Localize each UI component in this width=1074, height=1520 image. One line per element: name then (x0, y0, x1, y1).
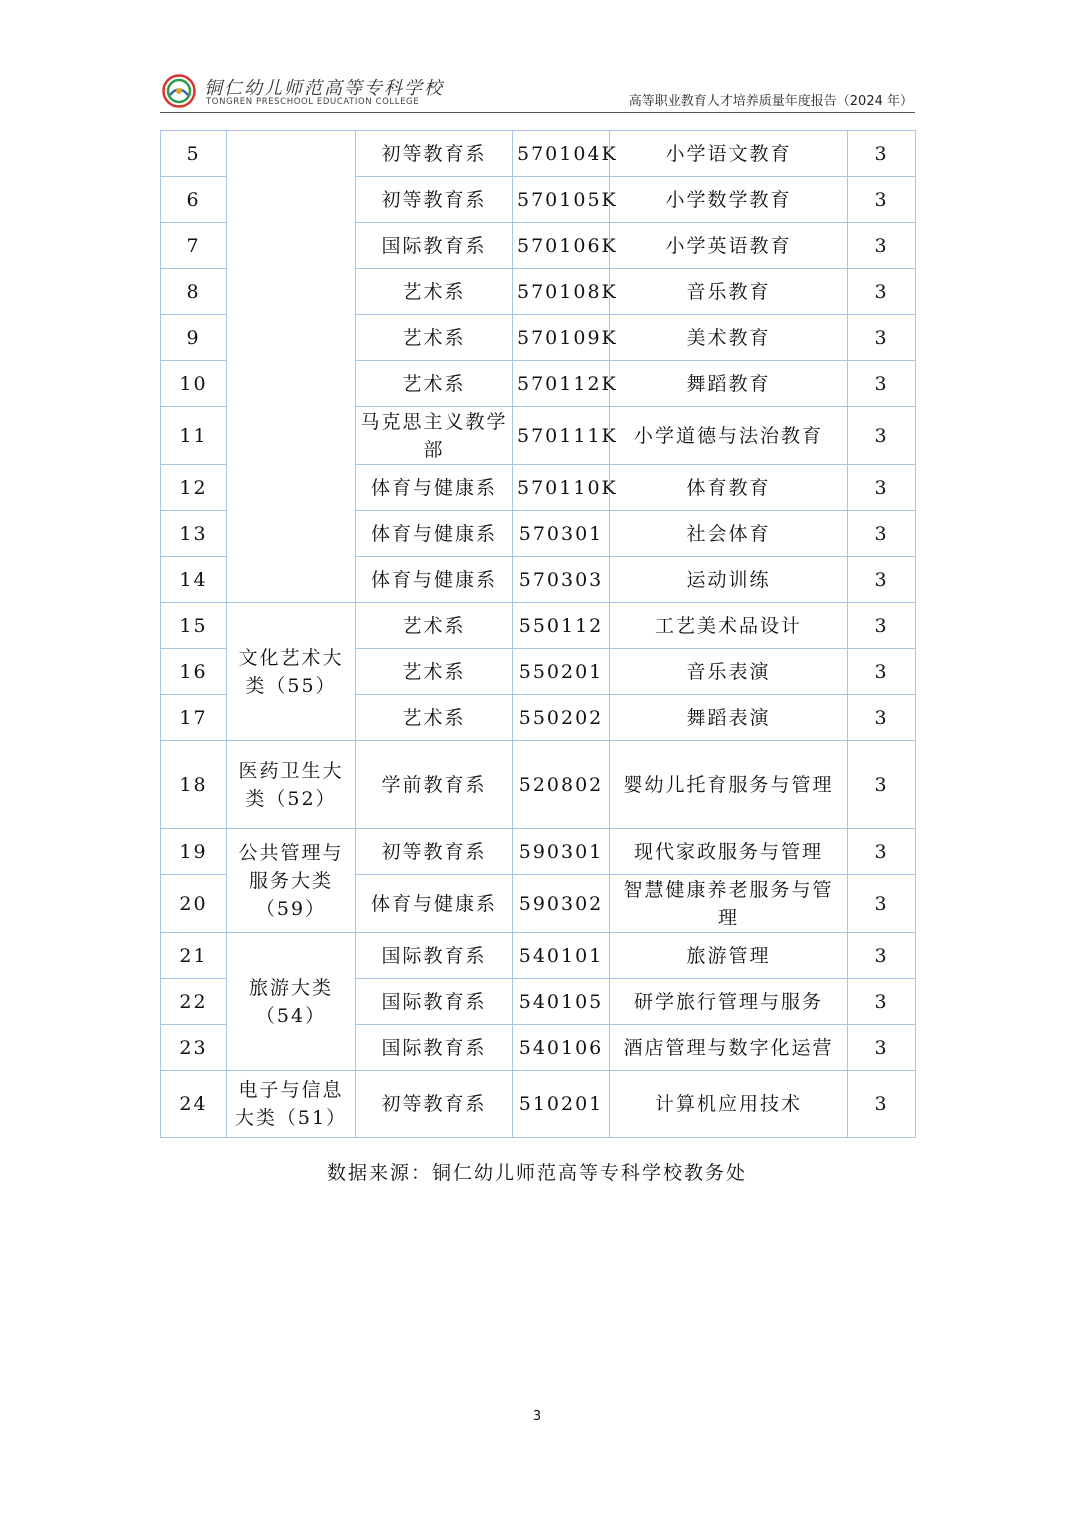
school-name-cn: 铜仁幼儿师范高等专科学校 (204, 78, 444, 99)
years-cell: 3 (848, 741, 916, 829)
department-cell: 马克思主义教学部 (356, 407, 513, 465)
category-cell: 医药卫生大类（52） (227, 741, 356, 829)
row-number: 22 (161, 979, 227, 1025)
department-cell: 初等教育系 (356, 177, 513, 223)
school-name-en: TONGREN PRESCHOOL EDUCATION COLLEGE (206, 97, 420, 107)
row-number: 9 (161, 315, 227, 361)
department-cell: 艺术系 (356, 269, 513, 315)
department-cell: 体育与健康系 (356, 875, 513, 933)
row-number: 6 (161, 177, 227, 223)
table-row (161, 131, 916, 177)
row-number: 13 (161, 511, 227, 557)
row-number: 8 (161, 269, 227, 315)
category-cell: 旅游大类（54） (227, 933, 356, 1071)
row-number: 7 (161, 223, 227, 269)
major-cell: 音乐教育 (610, 269, 848, 315)
department-cell: 艺术系 (356, 361, 513, 407)
major-cell: 舞蹈教育 (610, 361, 848, 407)
major-cell: 社会体育 (610, 511, 848, 557)
years-cell: 3 (848, 1071, 916, 1138)
majors-table (160, 130, 916, 1138)
department-cell: 国际教育系 (356, 223, 513, 269)
row-number: 21 (161, 933, 227, 979)
major-cell: 舞蹈表演 (610, 695, 848, 741)
years-cell: 3 (848, 315, 916, 361)
department-cell: 体育与健康系 (356, 557, 513, 603)
report-title: 高等职业教育人才培养质量年度报告（2024 年） (628, 94, 913, 109)
years-cell: 3 (848, 361, 916, 407)
row-number: 17 (161, 695, 227, 741)
years-cell: 3 (848, 875, 916, 933)
major-cell: 体育教育 (610, 465, 848, 511)
major-cell: 小学数学教育 (610, 177, 848, 223)
years-cell: 3 (848, 933, 916, 979)
years-cell: 3 (848, 1025, 916, 1071)
major-cell: 美术教育 (610, 315, 848, 361)
table-row (161, 933, 916, 979)
years-cell: 3 (848, 979, 916, 1025)
data-source-note: 数据来源：铜仁幼儿师范高等专科学校教务处 (326, 1162, 747, 1184)
table-row (161, 829, 916, 875)
department-cell: 国际教育系 (356, 979, 513, 1025)
department-cell: 学前教育系 (356, 741, 513, 829)
row-number: 19 (161, 829, 227, 875)
department-cell: 国际教育系 (356, 933, 513, 979)
major-cell: 小学英语教育 (610, 223, 848, 269)
row-number: 15 (161, 603, 227, 649)
code-cell: 570109K (513, 315, 610, 361)
major-cell: 研学旅行管理与服务 (610, 979, 848, 1025)
row-number: 5 (161, 131, 227, 177)
years-cell: 3 (848, 407, 916, 465)
years-cell: 3 (848, 465, 916, 511)
row-number: 10 (161, 361, 227, 407)
code-cell: 590301 (513, 829, 610, 875)
major-cell: 旅游管理 (610, 933, 848, 979)
years-cell: 3 (848, 829, 916, 875)
major-cell: 酒店管理与数字化运营 (610, 1025, 848, 1071)
code-cell: 590302 (513, 875, 610, 933)
category-cell: 电子与信息大类（51） (227, 1071, 356, 1138)
code-cell: 550202 (513, 695, 610, 741)
code-cell: 540101 (513, 933, 610, 979)
major-cell: 小学语文教育 (610, 131, 848, 177)
department-cell: 体育与健康系 (356, 511, 513, 557)
department-cell: 初等教育系 (356, 1071, 513, 1138)
years-cell: 3 (848, 649, 916, 695)
major-cell: 现代家政服务与管理 (610, 829, 848, 875)
category-cell: 文化艺术大类（55） (227, 603, 356, 741)
years-cell: 3 (848, 557, 916, 603)
row-number: 14 (161, 557, 227, 603)
department-cell: 艺术系 (356, 695, 513, 741)
years-cell: 3 (848, 269, 916, 315)
category-cell: 公共管理与服务大类（59） (227, 829, 356, 933)
code-cell: 550201 (513, 649, 610, 695)
department-cell: 初等教育系 (356, 829, 513, 875)
code-cell: 570105K (513, 177, 610, 223)
row-number: 16 (161, 649, 227, 695)
department-cell: 艺术系 (356, 315, 513, 361)
code-cell: 570301 (513, 511, 610, 557)
code-cell: 540105 (513, 979, 610, 1025)
department-cell: 国际教育系 (356, 1025, 513, 1071)
page-number: 3 (532, 1409, 542, 1424)
code-cell: 540106 (513, 1025, 610, 1071)
code-cell: 570111K (513, 407, 610, 465)
row-number: 11 (161, 407, 227, 465)
school-logo-icon (162, 74, 196, 108)
code-cell: 570106K (513, 223, 610, 269)
major-cell: 智慧健康养老服务与管理 (610, 875, 848, 933)
years-cell: 3 (848, 223, 916, 269)
years-cell: 3 (848, 695, 916, 741)
code-cell: 570112K (513, 361, 610, 407)
code-cell: 570110K (513, 465, 610, 511)
major-cell: 运动训练 (610, 557, 848, 603)
row-number: 23 (161, 1025, 227, 1071)
table-row (161, 603, 916, 649)
major-cell: 工艺美术品设计 (610, 603, 848, 649)
code-cell: 520802 (513, 741, 610, 829)
major-cell: 小学道德与法治教育 (610, 407, 848, 465)
code-cell: 570104K (513, 131, 610, 177)
table-row (161, 1071, 916, 1138)
row-number: 20 (161, 875, 227, 933)
page-header (160, 70, 915, 113)
code-cell: 510201 (513, 1071, 610, 1138)
major-cell: 计算机应用技术 (610, 1071, 848, 1138)
category-cell (227, 131, 356, 603)
major-cell: 音乐表演 (610, 649, 848, 695)
code-cell: 570303 (513, 557, 610, 603)
department-cell: 初等教育系 (356, 131, 513, 177)
years-cell: 3 (848, 603, 916, 649)
code-cell: 550112 (513, 603, 610, 649)
table-row (161, 741, 916, 829)
code-cell: 570108K (513, 269, 610, 315)
row-number: 18 (161, 741, 227, 829)
major-cell: 婴幼儿托育服务与管理 (610, 741, 848, 829)
department-cell: 体育与健康系 (356, 465, 513, 511)
years-cell: 3 (848, 511, 916, 557)
department-cell: 艺术系 (356, 603, 513, 649)
years-cell: 3 (848, 131, 916, 177)
years-cell: 3 (848, 177, 916, 223)
row-number: 24 (161, 1071, 227, 1138)
row-number: 12 (161, 465, 227, 511)
department-cell: 艺术系 (356, 649, 513, 695)
